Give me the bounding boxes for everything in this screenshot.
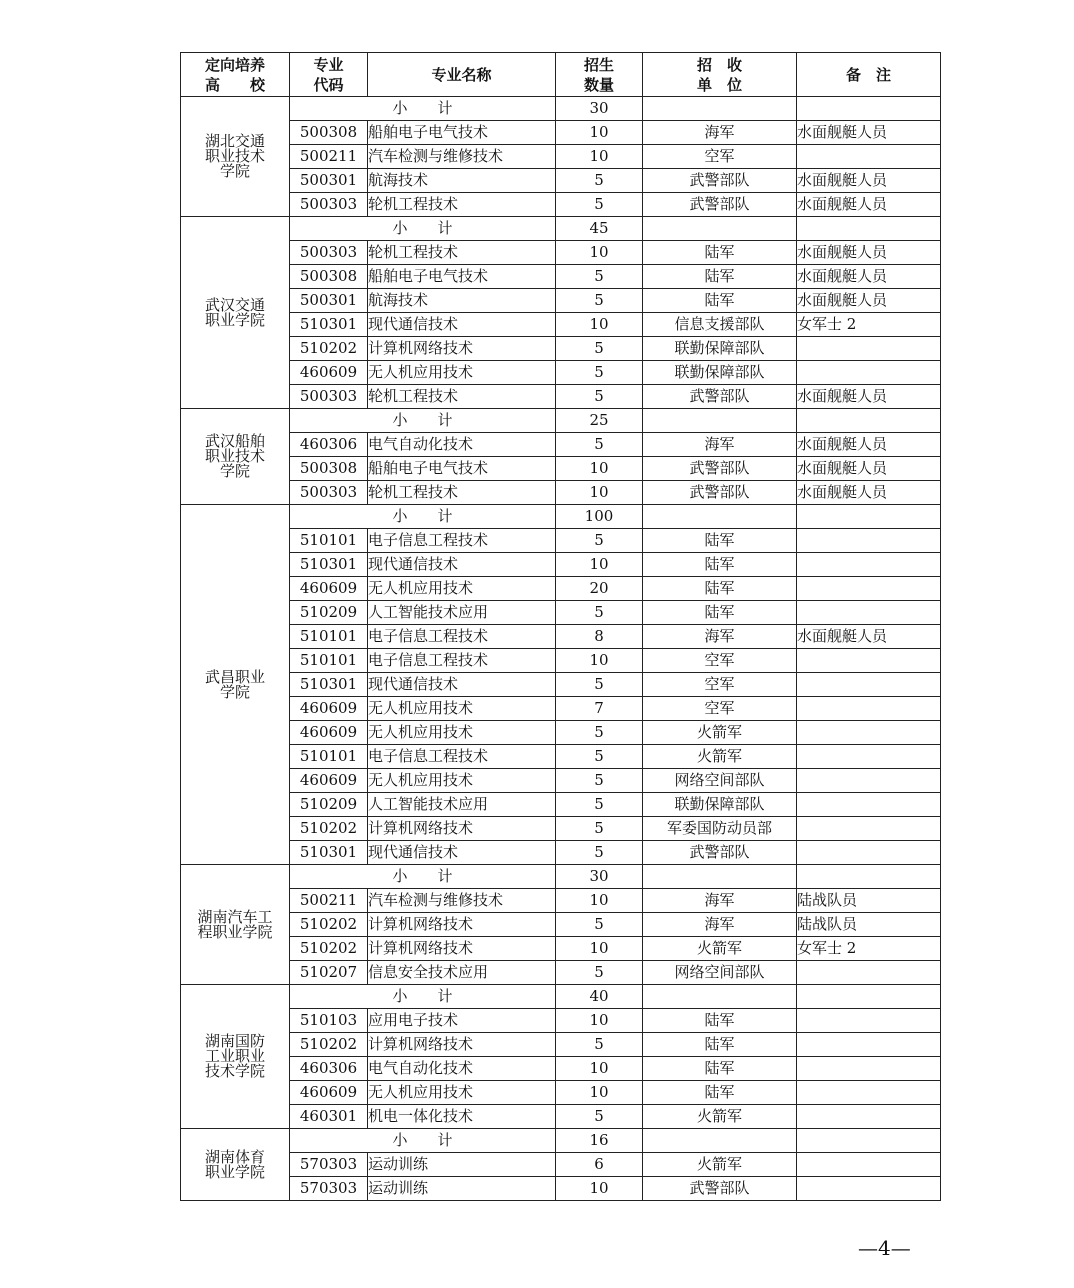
remark: 水面舰艇人员 — [797, 385, 941, 409]
remark: 女军士 2 — [797, 937, 941, 961]
recruiting-unit: 军委国防动员部 — [643, 817, 797, 841]
subtotal-label: 小 计 — [290, 97, 556, 121]
table-row — [181, 481, 941, 505]
header-unit: 招 收 单 位 — [643, 53, 797, 97]
enrollment-count: 5 — [556, 745, 643, 769]
enrollment-count: 5 — [556, 817, 643, 841]
table-row — [181, 937, 941, 961]
table-row — [181, 961, 941, 985]
header-code: 专业 代码 — [290, 53, 368, 97]
recruiting-unit: 陆军 — [643, 1057, 797, 1081]
major-code: 500308 — [290, 265, 368, 289]
recruiting-unit: 武警部队 — [643, 457, 797, 481]
table-row — [181, 721, 941, 745]
subtotal-row — [181, 409, 941, 433]
recruiting-unit: 海军 — [643, 433, 797, 457]
major-code: 460301 — [290, 1105, 368, 1129]
enrollment-count: 5 — [556, 961, 643, 985]
enrollment-count: 20 — [556, 577, 643, 601]
table-row — [181, 1009, 941, 1033]
enrollment-count: 10 — [556, 457, 643, 481]
major-code: 510207 — [290, 961, 368, 985]
major-name: 无人机应用技术 — [368, 721, 556, 745]
recruiting-unit: 海军 — [643, 913, 797, 937]
table-row — [181, 913, 941, 937]
table-row — [181, 841, 941, 865]
table-row — [181, 529, 941, 553]
remark — [797, 673, 941, 697]
enrollment-count: 8 — [556, 625, 643, 649]
recruiting-unit: 武警部队 — [643, 385, 797, 409]
major-code: 570303 — [290, 1153, 368, 1177]
recruiting-unit: 海军 — [643, 889, 797, 913]
major-code: 500301 — [290, 289, 368, 313]
subtotal-value: 16 — [556, 1129, 643, 1153]
enrollment-count: 10 — [556, 889, 643, 913]
recruiting-unit: 武警部队 — [643, 169, 797, 193]
table-row — [181, 145, 941, 169]
table-row — [181, 745, 941, 769]
major-name: 无人机应用技术 — [368, 1081, 556, 1105]
remark: 水面舰艇人员 — [797, 121, 941, 145]
school-name: 湖南汽车工 程职业学院 — [181, 865, 290, 985]
remark — [797, 817, 941, 841]
empty-cell — [643, 1129, 797, 1153]
major-name: 电气自动化技术 — [368, 433, 556, 457]
recruiting-unit: 武警部队 — [643, 193, 797, 217]
major-name: 现代通信技术 — [368, 673, 556, 697]
enrollment-count: 10 — [556, 481, 643, 505]
remark: 水面舰艇人员 — [797, 265, 941, 289]
table-row — [181, 553, 941, 577]
remark: 水面舰艇人员 — [797, 193, 941, 217]
remark — [797, 793, 941, 817]
recruiting-unit: 海军 — [643, 625, 797, 649]
table-row — [181, 289, 941, 313]
major-name: 轮机工程技术 — [368, 241, 556, 265]
empty-cell — [797, 97, 941, 121]
remark — [797, 1009, 941, 1033]
major-code: 460609 — [290, 1081, 368, 1105]
subtotal-row — [181, 1129, 941, 1153]
major-name: 汽车检测与维修技术 — [368, 889, 556, 913]
major-name: 计算机网络技术 — [368, 937, 556, 961]
major-code: 510101 — [290, 529, 368, 553]
recruiting-unit: 联勤保障部队 — [643, 337, 797, 361]
major-name: 电子信息工程技术 — [368, 649, 556, 673]
table-header-row — [181, 53, 941, 97]
major-name: 轮机工程技术 — [368, 481, 556, 505]
empty-cell — [797, 217, 941, 241]
major-code: 500211 — [290, 145, 368, 169]
table-row — [181, 457, 941, 481]
major-code: 500303 — [290, 481, 368, 505]
major-name: 船舶电子电气技术 — [368, 121, 556, 145]
remark — [797, 1033, 941, 1057]
remark — [797, 721, 941, 745]
recruiting-unit: 网络空间部队 — [643, 961, 797, 985]
table-row — [181, 169, 941, 193]
empty-cell — [643, 985, 797, 1009]
major-name: 轮机工程技术 — [368, 193, 556, 217]
recruiting-unit: 陆军 — [643, 601, 797, 625]
empty-cell — [797, 865, 941, 889]
major-code: 500308 — [290, 457, 368, 481]
recruiting-unit: 陆军 — [643, 1033, 797, 1057]
enrollment-count: 5 — [556, 769, 643, 793]
table-row — [181, 337, 941, 361]
major-name: 运动训练 — [368, 1153, 556, 1177]
recruiting-unit: 陆军 — [643, 577, 797, 601]
recruiting-unit: 陆军 — [643, 529, 797, 553]
recruiting-unit: 陆军 — [643, 1009, 797, 1033]
major-name: 现代通信技术 — [368, 841, 556, 865]
subtotal-row — [181, 985, 941, 1009]
header-count: 招生 数量 — [556, 53, 643, 97]
enrollment-count: 5 — [556, 337, 643, 361]
header-major: 专业名称 — [368, 53, 556, 97]
header-note: 备 注 — [797, 53, 941, 97]
major-code: 510202 — [290, 913, 368, 937]
remark — [797, 649, 941, 673]
school-name: 湖北交通 职业技术 学院 — [181, 97, 290, 217]
major-name: 航海技术 — [368, 289, 556, 313]
remark: 水面舰艇人员 — [797, 433, 941, 457]
major-name: 计算机网络技术 — [368, 337, 556, 361]
table-row — [181, 121, 941, 145]
table-row — [181, 673, 941, 697]
major-name: 现代通信技术 — [368, 313, 556, 337]
enrollment-count: 5 — [556, 793, 643, 817]
remark — [797, 961, 941, 985]
empty-cell — [643, 217, 797, 241]
empty-cell — [643, 505, 797, 529]
major-code: 510301 — [290, 553, 368, 577]
remark — [797, 601, 941, 625]
major-name: 应用电子技术 — [368, 1009, 556, 1033]
remark — [797, 337, 941, 361]
major-name: 电子信息工程技术 — [368, 529, 556, 553]
major-code: 500301 — [290, 169, 368, 193]
recruiting-unit: 武警部队 — [643, 1177, 797, 1201]
enrollment-count: 10 — [556, 649, 643, 673]
enrollment-count: 5 — [556, 289, 643, 313]
subtotal-row — [181, 217, 941, 241]
recruiting-unit: 陆军 — [643, 553, 797, 577]
subtotal-row — [181, 505, 941, 529]
subtotal-label: 小 计 — [290, 1129, 556, 1153]
remark — [797, 361, 941, 385]
recruiting-unit: 空军 — [643, 697, 797, 721]
table-row — [181, 1177, 941, 1201]
subtotal-value: 45 — [556, 217, 643, 241]
enrollment-count: 10 — [556, 145, 643, 169]
table-row — [181, 793, 941, 817]
enrollment-count: 10 — [556, 937, 643, 961]
empty-cell — [643, 409, 797, 433]
remark: 水面舰艇人员 — [797, 241, 941, 265]
enrollment-table — [180, 52, 941, 1201]
recruiting-unit: 火箭军 — [643, 1105, 797, 1129]
header-school: 定向培养 高 校 — [181, 53, 290, 97]
major-name: 电子信息工程技术 — [368, 625, 556, 649]
table-row — [181, 1105, 941, 1129]
major-code: 510202 — [290, 937, 368, 961]
major-code: 510202 — [290, 337, 368, 361]
major-code: 510301 — [290, 841, 368, 865]
subtotal-row — [181, 865, 941, 889]
enrollment-count: 5 — [556, 193, 643, 217]
enrollment-count: 5 — [556, 265, 643, 289]
major-name: 船舶电子电气技术 — [368, 457, 556, 481]
recruiting-unit: 联勤保障部队 — [643, 361, 797, 385]
table-row — [181, 697, 941, 721]
major-code: 510202 — [290, 1033, 368, 1057]
major-name: 信息安全技术应用 — [368, 961, 556, 985]
enrollment-count: 10 — [556, 1081, 643, 1105]
major-code: 460609 — [290, 721, 368, 745]
subtotal-label: 小 计 — [290, 505, 556, 529]
remark — [797, 1105, 941, 1129]
enrollment-count: 7 — [556, 697, 643, 721]
enrollment-count: 10 — [556, 553, 643, 577]
enrollment-count: 5 — [556, 601, 643, 625]
remark: 陆战队员 — [797, 913, 941, 937]
major-name: 电子信息工程技术 — [368, 745, 556, 769]
enrollment-count: 5 — [556, 169, 643, 193]
table-row — [181, 1057, 941, 1081]
major-name: 计算机网络技术 — [368, 1033, 556, 1057]
recruiting-unit: 陆军 — [643, 1081, 797, 1105]
table-row — [181, 361, 941, 385]
table-row — [181, 1033, 941, 1057]
enrollment-count: 5 — [556, 433, 643, 457]
remark: 陆战队员 — [797, 889, 941, 913]
recruiting-unit: 武警部队 — [643, 481, 797, 505]
table-row — [181, 577, 941, 601]
major-code: 570303 — [290, 1177, 368, 1201]
subtotal-label: 小 计 — [290, 865, 556, 889]
major-code: 510301 — [290, 673, 368, 697]
table-row — [181, 1153, 941, 1177]
major-name: 现代通信技术 — [368, 553, 556, 577]
table-row — [181, 241, 941, 265]
empty-cell — [643, 97, 797, 121]
enrollment-count: 10 — [556, 1177, 643, 1201]
recruiting-unit: 火箭军 — [643, 937, 797, 961]
major-code: 510202 — [290, 817, 368, 841]
recruiting-unit: 火箭军 — [643, 745, 797, 769]
enrollment-count: 5 — [556, 385, 643, 409]
subtotal-row — [181, 97, 941, 121]
major-code: 460609 — [290, 697, 368, 721]
table-row — [181, 817, 941, 841]
major-code: 460609 — [290, 361, 368, 385]
major-name: 人工智能技术应用 — [368, 793, 556, 817]
major-name: 运动训练 — [368, 1177, 556, 1201]
subtotal-value: 100 — [556, 505, 643, 529]
recruiting-unit: 海军 — [643, 121, 797, 145]
page-number: —4— — [858, 1236, 911, 1260]
recruiting-unit: 火箭军 — [643, 1153, 797, 1177]
table-row — [181, 313, 941, 337]
recruiting-unit: 火箭军 — [643, 721, 797, 745]
enrollment-count: 10 — [556, 1009, 643, 1033]
empty-cell — [797, 985, 941, 1009]
major-name: 汽车检测与维修技术 — [368, 145, 556, 169]
empty-cell — [643, 865, 797, 889]
empty-cell — [797, 1129, 941, 1153]
school-name: 武汉交通 职业学院 — [181, 217, 290, 409]
recruiting-unit: 联勤保障部队 — [643, 793, 797, 817]
recruiting-unit: 网络空间部队 — [643, 769, 797, 793]
recruiting-unit: 武警部队 — [643, 841, 797, 865]
remark — [797, 529, 941, 553]
major-code: 460609 — [290, 577, 368, 601]
major-code: 460306 — [290, 433, 368, 457]
table-row — [181, 889, 941, 913]
major-code: 510101 — [290, 625, 368, 649]
table-row — [181, 433, 941, 457]
table-body — [181, 97, 941, 1201]
school-name: 湖南体育 职业学院 — [181, 1129, 290, 1201]
empty-cell — [797, 505, 941, 529]
major-name: 无人机应用技术 — [368, 769, 556, 793]
recruiting-unit: 空军 — [643, 145, 797, 169]
remark — [797, 745, 941, 769]
major-name: 计算机网络技术 — [368, 913, 556, 937]
empty-cell — [797, 409, 941, 433]
major-name: 无人机应用技术 — [368, 697, 556, 721]
recruiting-unit: 陆军 — [643, 241, 797, 265]
table-row — [181, 1081, 941, 1105]
major-name: 人工智能技术应用 — [368, 601, 556, 625]
subtotal-value: 40 — [556, 985, 643, 1009]
major-code: 500303 — [290, 385, 368, 409]
major-code: 460306 — [290, 1057, 368, 1081]
major-name: 计算机网络技术 — [368, 817, 556, 841]
enrollment-count: 10 — [556, 121, 643, 145]
enrollment-count: 5 — [556, 1105, 643, 1129]
remark: 水面舰艇人员 — [797, 625, 941, 649]
remark: 水面舰艇人员 — [797, 457, 941, 481]
school-name: 湖南国防 工业职业 技术学院 — [181, 985, 290, 1129]
remark — [797, 577, 941, 601]
remark — [797, 841, 941, 865]
table-row — [181, 385, 941, 409]
school-name: 武汉船舶 职业技术 学院 — [181, 409, 290, 505]
enrollment-count: 10 — [556, 313, 643, 337]
remark — [797, 553, 941, 577]
remark — [797, 145, 941, 169]
enrollment-count: 10 — [556, 1057, 643, 1081]
major-code: 510101 — [290, 745, 368, 769]
remark: 水面舰艇人员 — [797, 481, 941, 505]
table-row — [181, 601, 941, 625]
table-row — [181, 649, 941, 673]
remark — [797, 1177, 941, 1201]
enrollment-count: 5 — [556, 841, 643, 865]
major-code: 500308 — [290, 121, 368, 145]
major-name: 电气自动化技术 — [368, 1057, 556, 1081]
remark — [797, 1057, 941, 1081]
major-code: 510301 — [290, 313, 368, 337]
subtotal-label: 小 计 — [290, 985, 556, 1009]
table-row — [181, 193, 941, 217]
major-name: 无人机应用技术 — [368, 577, 556, 601]
subtotal-value: 25 — [556, 409, 643, 433]
subtotal-label: 小 计 — [290, 217, 556, 241]
major-code: 510209 — [290, 793, 368, 817]
enrollment-count: 10 — [556, 241, 643, 265]
remark: 水面舰艇人员 — [797, 289, 941, 313]
remark — [797, 697, 941, 721]
subtotal-label: 小 计 — [290, 409, 556, 433]
remark — [797, 1081, 941, 1105]
major-code: 460609 — [290, 769, 368, 793]
table-row — [181, 625, 941, 649]
recruiting-unit: 陆军 — [643, 265, 797, 289]
major-code: 500303 — [290, 193, 368, 217]
table-row — [181, 265, 941, 289]
recruiting-unit: 空军 — [643, 673, 797, 697]
enrollment-count: 5 — [556, 913, 643, 937]
recruiting-unit: 信息支援部队 — [643, 313, 797, 337]
major-code: 510103 — [290, 1009, 368, 1033]
enrollment-count: 5 — [556, 673, 643, 697]
remark — [797, 1153, 941, 1177]
school-name: 武昌职业 学院 — [181, 505, 290, 865]
major-code: 500303 — [290, 241, 368, 265]
major-name: 轮机工程技术 — [368, 385, 556, 409]
major-name: 机电一体化技术 — [368, 1105, 556, 1129]
enrollment-count: 5 — [556, 529, 643, 553]
remark: 水面舰艇人员 — [797, 169, 941, 193]
major-name: 船舶电子电气技术 — [368, 265, 556, 289]
major-code: 510101 — [290, 649, 368, 673]
enrollment-count: 5 — [556, 721, 643, 745]
remark: 女军士 2 — [797, 313, 941, 337]
enrollment-count: 6 — [556, 1153, 643, 1177]
subtotal-value: 30 — [556, 865, 643, 889]
enrollment-count: 5 — [556, 1033, 643, 1057]
major-name: 航海技术 — [368, 169, 556, 193]
subtotal-value: 30 — [556, 97, 643, 121]
remark — [797, 769, 941, 793]
major-code: 510209 — [290, 601, 368, 625]
enrollment-count: 5 — [556, 361, 643, 385]
recruiting-unit: 空军 — [643, 649, 797, 673]
recruiting-unit: 陆军 — [643, 289, 797, 313]
table-row — [181, 769, 941, 793]
major-code: 500211 — [290, 889, 368, 913]
major-name: 无人机应用技术 — [368, 361, 556, 385]
